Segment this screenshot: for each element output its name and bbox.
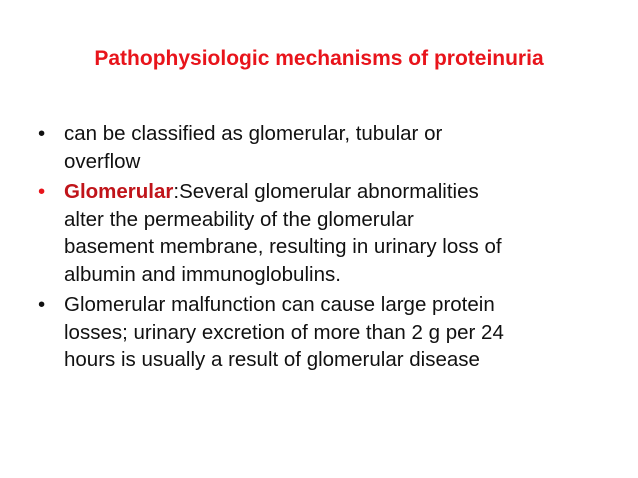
bullet-item-classification bbox=[38, 120, 608, 175]
bullet-text-line: losses; urinary excretion of more than 2 g per 24 bbox=[64, 320, 504, 344]
bullet-text-line: basement membrane, resulting in urinary loss of bbox=[64, 235, 502, 258]
bullet-text-line: alter the permeability of the glomerular bbox=[64, 207, 414, 231]
bullet-text-line: albumin and immunoglobulins. bbox=[64, 262, 341, 286]
bullet-text-line bbox=[64, 178, 608, 206]
bullet-text-line: hours is usually a result of glomerular disease bbox=[64, 348, 480, 371]
bullet-text-line: can be classified as glomerular, tubular or bbox=[64, 122, 443, 145]
bullet-text-line: Glomerular malfunction can cause large protein bbox=[64, 293, 495, 316]
bullet-marker: • bbox=[38, 293, 46, 316]
emphasis-term: Glomerular bbox=[64, 180, 174, 203]
bullet-marker: • bbox=[38, 180, 46, 203]
bullet-marker: • bbox=[38, 122, 46, 145]
slide-title: Pathophysiologic mechanisms of proteinuria bbox=[94, 47, 544, 70]
bullet-list bbox=[38, 120, 608, 377]
bullet-item-malfunction bbox=[38, 291, 608, 374]
bullet-text-line: overflow bbox=[64, 149, 141, 173]
bullet-item-glomerular bbox=[38, 178, 608, 288]
bullet-text-fragment: :Several glomerular abnormalities bbox=[173, 180, 479, 203]
